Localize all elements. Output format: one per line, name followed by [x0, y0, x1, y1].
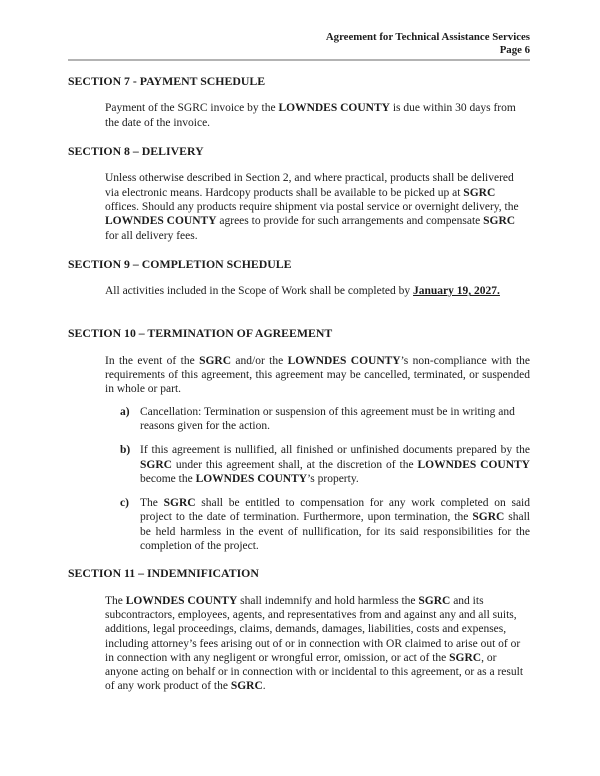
- text-run: and its subcontractors, employees, agents, and representatives from and against any and all suits, additions, legal proceedings, claims, demands, damages, liabilities, costs and expenses, including attorney’s fees arising out of or in connection with OR claimed to arise out of or in connection with any negligent or wrongful error, omission, or act of the: [105, 594, 521, 664]
- list-item-c-text: [140, 496, 530, 553]
- text-run: and/or the: [231, 354, 288, 367]
- section-7-heading: SECTION 7 - PAYMENT SCHEDULE: [68, 74, 266, 89]
- text-run-bold: SGRC: [140, 458, 172, 471]
- text-run: Unless otherwise described in Section 2, and where practical, products shall be delivered via electronic means. Hardcopy products shall be available to be picked up at: [105, 172, 514, 199]
- text-run-bold: LOWNDES COUNTY: [195, 472, 308, 485]
- text-run: Payment of the SGRC invoice by the: [105, 102, 279, 115]
- section-8-paragraph: [105, 171, 530, 242]
- header-divider-rule: [68, 59, 530, 61]
- text-run: If this agreement is nullified, all finished or unfinished documents prepared by the: [140, 444, 530, 457]
- list-item-b-label: b): [120, 444, 131, 457]
- text-run-bold: SGRC: [199, 354, 232, 367]
- section-11-heading: SECTION 11 – INDEMNIFICATION: [68, 566, 259, 581]
- text-run: .: [262, 680, 266, 693]
- section-10-heading: SECTION 10 – TERMINATION OF AGREEMENT: [68, 326, 333, 341]
- text-run: shall be entitled to compensation for any work completed on said project to the date of termination. Furthermore, upon termination, the: [140, 497, 530, 524]
- text-run-bold: LOWNDES COUNTY: [278, 102, 390, 115]
- text-run-bold: SGRC: [472, 511, 505, 524]
- completion-date: January 19, 2027.: [413, 285, 500, 298]
- text-run: The: [140, 497, 164, 510]
- text-run-bold: SGRC: [163, 497, 196, 510]
- text-run: , or anyone acting on behalf or in connection with or incidental to this agreement, or as a result of any work product of the: [105, 651, 524, 693]
- section-11-paragraph: [105, 594, 530, 694]
- list-item-c: [120, 496, 530, 553]
- section-10-paragraph: [105, 354, 530, 397]
- text-run: All activities included in the Scope of Work shall be completed by: [105, 285, 414, 298]
- section-7-paragraph: [105, 101, 530, 130]
- text-run-bold: LOWNDES COUNTY: [125, 594, 238, 607]
- text-run: In the event of the: [105, 354, 200, 367]
- header-page-number: Page 6: [499, 43, 530, 56]
- text-run: for all delivery fees.: [105, 229, 198, 242]
- list-item-b-text: [140, 443, 530, 486]
- text-run: Cancellation: Termination or suspension of this agreement must be in writing and reasons given for the action.: [140, 405, 515, 432]
- section-8-heading: SECTION 8 – DELIVERY: [68, 144, 204, 159]
- section-9-heading: SECTION 9 – COMPLETION SCHEDULE: [68, 256, 292, 271]
- document-header: [68, 31, 530, 56]
- text-run-bold: LOWNDES COUNTY: [287, 354, 401, 367]
- text-run-bold: SGRC: [418, 594, 451, 607]
- list-item-a-text: [140, 405, 530, 434]
- list-item-a-label: a): [120, 405, 130, 418]
- list-item-c-label: c): [120, 497, 129, 510]
- text-run: ’s non-compliance with the requirements of this agreement, this agreement may be cancelled, terminated, or suspended in whole or part.: [105, 354, 530, 396]
- text-run-bold: SGRC: [449, 651, 482, 664]
- text-run: offices. Should any products require shipment via postal service or overnight delivery, the: [105, 200, 519, 213]
- text-run: become the: [140, 472, 196, 485]
- header-title: Agreement for Technical Assistance Services: [325, 31, 530, 43]
- list-item-b: [120, 443, 530, 486]
- text-run: shall indemnify and hold harmless the: [237, 594, 419, 607]
- text-run: shall be held harmless in the event of nullification, for its said responsibilities for the completion of the project.: [140, 511, 530, 553]
- text-run: agrees to provide for such arrangements and compensate: [216, 215, 484, 228]
- text-run-bold: SGRC: [463, 186, 496, 199]
- section-9-paragraph: [105, 284, 530, 298]
- text-run-bold: LOWNDES COUNTY: [417, 458, 530, 471]
- text-run: under this agreement shall, at the discretion of the: [171, 458, 418, 471]
- text-run-bold: LOWNDES COUNTY: [105, 215, 217, 228]
- text-run-bold: SGRC: [230, 680, 263, 693]
- text-run: ’s property.: [307, 472, 359, 485]
- text-run-bold: SGRC: [483, 215, 516, 228]
- list-item-a: [120, 405, 530, 434]
- text-run: is due within 30 days from the date of the invoice.: [105, 102, 516, 129]
- text-run: The: [105, 594, 126, 607]
